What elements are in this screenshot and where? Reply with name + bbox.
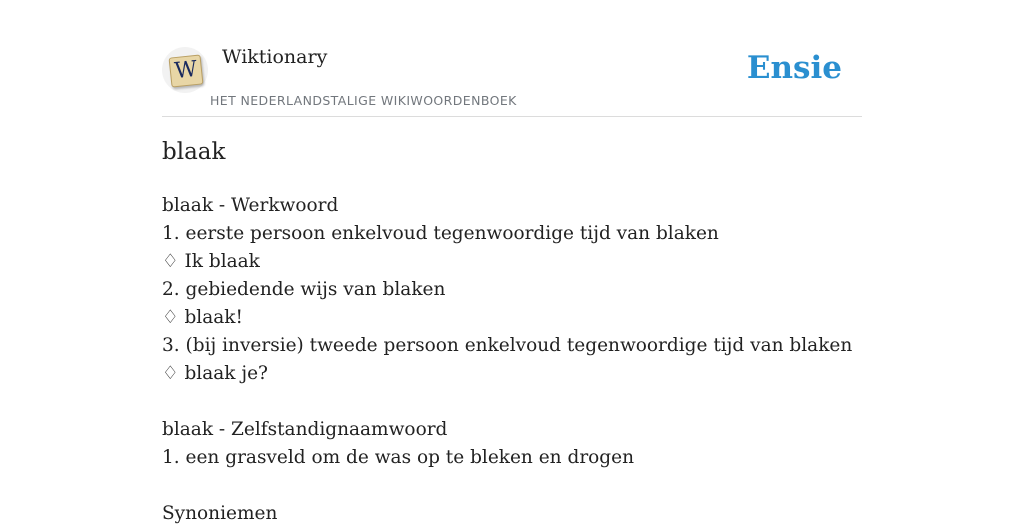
entry-content <box>162 192 862 528</box>
site-tagline: HET NEDERLANDSTALIGE WIKIWOORDENBOEK <box>210 93 517 108</box>
site-header <box>162 0 862 117</box>
synonyms-heading: Synoniemen <box>162 503 278 524</box>
verb-definition-2: 2. gebiedende wijs van blaken <box>162 279 446 300</box>
wiktionary-logo[interactable] <box>162 47 208 93</box>
section-spacer <box>162 388 862 416</box>
verb-example-2: ♢ blaak! <box>162 307 243 328</box>
verb-example-1: ♢ Ik blaak <box>162 251 260 272</box>
ensie-brand-link[interactable]: Ensie <box>746 50 842 86</box>
logo-tile-icon <box>169 54 204 87</box>
page-title: blaak <box>162 139 226 165</box>
verb-example-3: ♢ blaak je? <box>162 363 268 384</box>
noun-heading: blaak - Zelfstandignaamwoord <box>162 419 448 440</box>
site-name-link[interactable]: Wiktionary <box>222 46 328 68</box>
verb-heading: blaak - Werkwoord <box>162 195 339 216</box>
noun-definition-1: 1. een grasveld om de was op te bleken en drogen <box>162 447 635 468</box>
section-spacer <box>162 472 862 500</box>
verb-definition-3: 3. (bij inversie) tweede persoon enkelvoud tegenwoordige tijd van blaken <box>162 335 853 356</box>
logo-letter: W <box>173 56 199 85</box>
verb-definition-1: 1. eerste persoon enkelvoud tegenwoordige tijd van blaken <box>162 223 719 244</box>
